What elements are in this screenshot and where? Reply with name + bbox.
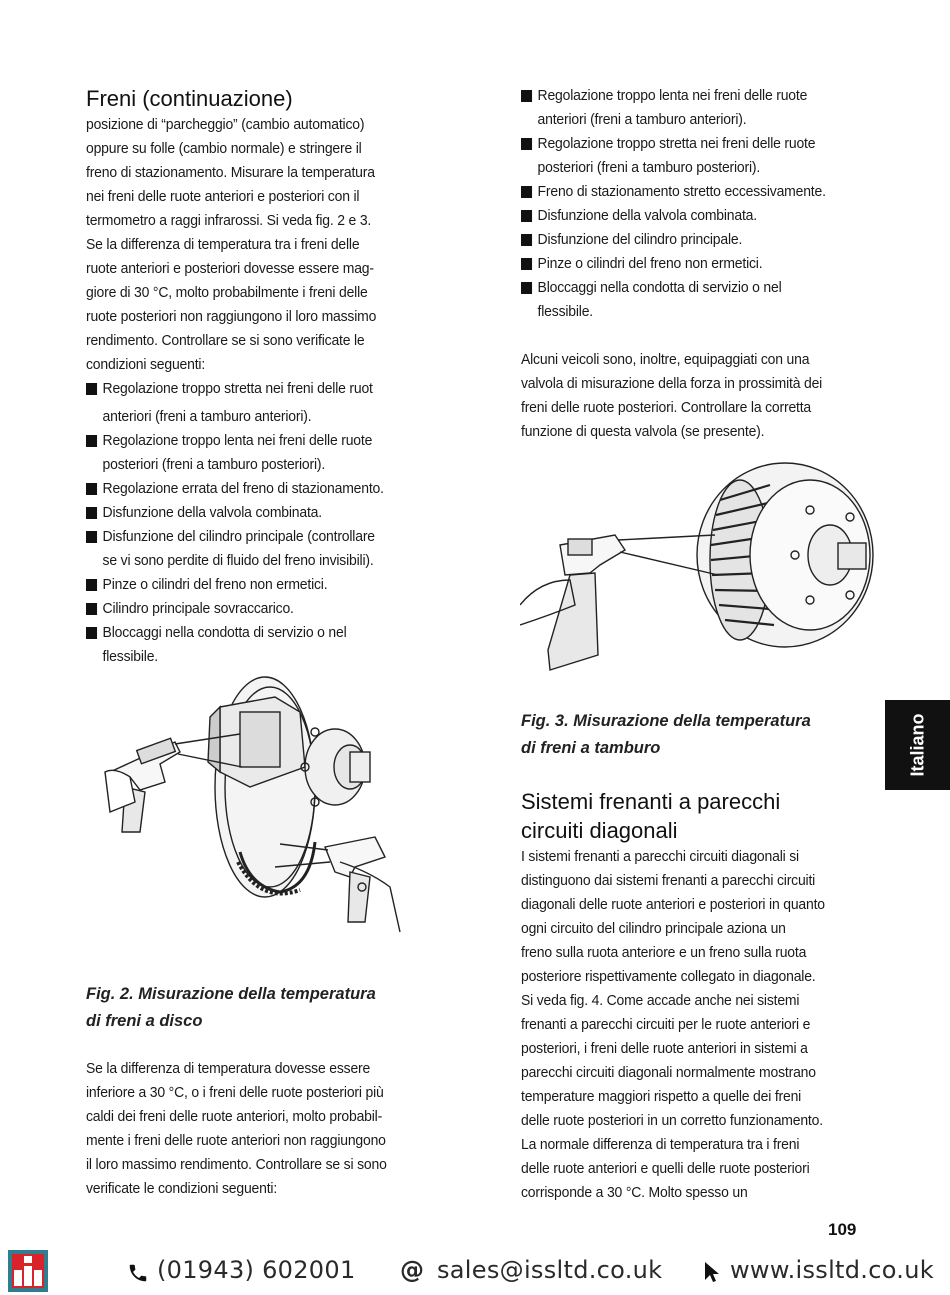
list-item: Regolazione troppo stretta nei freni delle ruot anteriori (freni a tamburo anteriori). (86, 377, 428, 429)
text-line: posizione di “parcheggio” (cambio automatico) (86, 116, 365, 133)
text-line: corrisponde a 30 °C. Molto spesso un (521, 1184, 748, 1201)
brand-logo (8, 1250, 48, 1292)
list-item: Regolazione troppo lenta nei freni delle ruote anteriori (freni a tamburo anteriori). (521, 84, 871, 132)
text-line: il loro massimo rendimento. Controllare se si sono (86, 1156, 387, 1173)
text-line: condizioni seguenti: (86, 356, 206, 373)
caption-line: Fig. 2. Misurazione della temperatura (86, 985, 376, 1003)
list-item: Pinze o cilindri del freno non ermetici. (521, 252, 871, 276)
text-line: termometro a raggi infrarossi. Si veda fig. 2 e 3. (86, 212, 372, 229)
at-icon: @ (400, 1256, 425, 1284)
caption-line: Fig. 3. Misurazione della temperatura (521, 712, 811, 730)
caption-line: di freni a disco (86, 1012, 203, 1030)
cause-list-rear (86, 377, 428, 669)
footer (0, 1246, 950, 1295)
text-line: distinguono dai sistemi frenanti a parecchi circuiti (521, 872, 816, 889)
text-line: giore di 30 °C, molto probabilmente i freni delle (86, 284, 368, 301)
text-line: parecchi circuiti diagonali normalmente mostrano (521, 1064, 816, 1081)
text-line: delle ruote posteriori in un corretto funzionamento. (521, 1112, 823, 1129)
fig2-caption (86, 981, 436, 1035)
cause-list-front (521, 84, 871, 324)
text-line: Si veda fig. 4. Come accade anche nei sistemi (521, 992, 800, 1009)
caption-line: di freni a tamburo (521, 739, 661, 757)
list-item: Regolazione errata del freno di stazionamento. (86, 477, 428, 501)
footer-email[interactable]: sales@issltd.co.uk (437, 1256, 663, 1284)
left-outro (86, 1057, 458, 1201)
text-line: inferiore a 30 °C, o i freni delle ruote posteriori più (86, 1084, 384, 1101)
text-line: ogni circuito del cilindro principale aziona un (521, 920, 786, 937)
language-tab-label: Italiano (907, 713, 927, 777)
text-line: verificate le condizioni seguenti: (86, 1180, 278, 1197)
text-line: freno di stazionamento. Misurare la temperatura (86, 164, 375, 181)
intro-text (86, 113, 428, 669)
list-item: Disfunzione della valvola combinata. (86, 501, 428, 525)
text-line: delle ruote anteriori e quelli delle ruote posteriori (521, 1160, 810, 1177)
text-line: nei freni delle ruote anteriori e posteriori con il (86, 188, 360, 205)
list-item: Bloccaggi nella condotta di servizio o nel flessibile. (86, 621, 428, 669)
page-number: 109 (828, 1220, 857, 1239)
section-heading-diagonal (521, 787, 901, 845)
list-item: Cilindro principale sovraccarico. (86, 597, 428, 621)
text-line: ruote posteriori non raggiungono il loro massimo (86, 308, 377, 325)
text-line: valvola di misurazione della forza in prossimità dei (521, 375, 823, 392)
text-line: frenanti a parecchi circuiti per le ruote anteriori e (521, 1016, 811, 1033)
text-line: I sistemi frenanti a parecchi circuiti diagonali si (521, 848, 799, 865)
list-item: Bloccaggi nella condotta di servizio o nel flessibile. (521, 276, 871, 324)
heading-line: circuiti diagonali (521, 818, 678, 843)
list-item: Pinze o cilindri del freno non ermetici. (86, 573, 428, 597)
cursor-icon (703, 1260, 721, 1284)
list-item: Disfunzione del cilindro principale. (521, 228, 871, 252)
heading-line: Sistemi frenanti a parecchi (521, 789, 781, 814)
text-line: mente i freni delle ruote anteriori non raggiungono (86, 1132, 386, 1149)
fig3-caption (521, 708, 901, 762)
phone-icon (127, 1262, 149, 1284)
footer-website[interactable]: www.issltd.co.uk (730, 1256, 934, 1284)
list-item: Regolazione troppo stretta nei freni delle ruote posteriori (freni a tamburo posteriori). (521, 132, 871, 180)
left-column (86, 84, 426, 669)
right-column (521, 84, 871, 444)
list-item: Freno di stazionamento stretto eccessivamente. (521, 180, 871, 204)
right-lower (521, 708, 901, 1205)
text-line: La normale differenza di temperatura tra i freni (521, 1136, 800, 1153)
text-line: freni delle ruote posteriori. Controllare la corretta (521, 399, 812, 416)
footer-phone[interactable]: (01943) 602001 (157, 1256, 356, 1284)
text-line: temperature maggiori rispetto a quelle dei freni (521, 1088, 802, 1105)
text-line: ruote anteriori e posteriori dovesse essere mag- (86, 260, 374, 277)
disc-brake-figure (100, 672, 410, 957)
text-line: posteriore rispettivamente collegato in diagonale. (521, 968, 816, 985)
text-line: caldi dei freni delle ruote anteriori, molto probabil- (86, 1108, 383, 1125)
list-item: Disfunzione del cilindro principale (controllare se vi sono perdite di fluido del freno invisibili). (86, 525, 428, 573)
text-line: funzione di questa valvola (se presente). (521, 423, 765, 440)
text-line: Se la differenza di temperatura tra i freni delle (86, 236, 360, 253)
text-line: Se la differenza di temperatura dovesse essere (86, 1060, 371, 1077)
list-item: Disfunzione della valvola combinata. (521, 204, 871, 228)
list-item: Regolazione troppo lenta nei freni delle ruote posteriori (freni a tamburo posteriori). (86, 429, 428, 477)
text-line: diagonali delle ruote anteriori e posteriori in quanto (521, 896, 825, 913)
text-line: Alcuni veicoli sono, inoltre, equipaggiati con una (521, 351, 810, 368)
text-line: posteriori, i freni delle ruote anteriori in sistemi a (521, 1040, 808, 1057)
language-tab[interactable] (885, 700, 950, 790)
text-line: rendimento. Controllare se si sono verificate le (86, 332, 365, 349)
drum-brake-figure (520, 455, 875, 685)
section-heading-freni: Freni (continuazione) (86, 86, 293, 111)
text-line: oppure su folle (cambio normale) e stringere il (86, 140, 362, 157)
text-line: freno sulla ruota anteriore e un freno sulla ruota (521, 944, 807, 961)
